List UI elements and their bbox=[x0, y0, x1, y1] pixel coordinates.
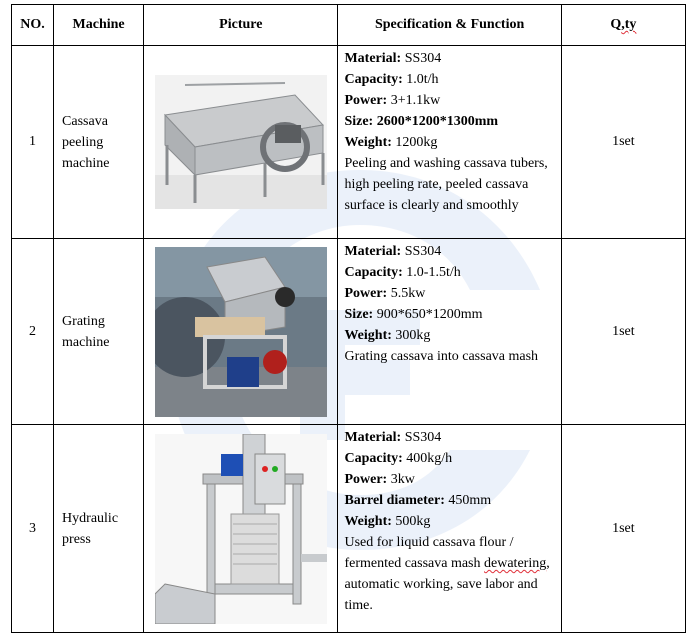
machine-name: Grating machine bbox=[54, 239, 144, 425]
machine-picture bbox=[144, 239, 338, 425]
machine-spec-table bbox=[11, 4, 686, 633]
machine-description: Grating cassava into cassava mash bbox=[344, 349, 539, 364]
header-machine: Machine bbox=[54, 5, 144, 46]
header-picture: Picture bbox=[144, 5, 338, 46]
row-number: 2 bbox=[12, 239, 54, 425]
row-number: 1 bbox=[12, 46, 54, 239]
header-row bbox=[12, 5, 686, 46]
cassava-peeling-machine-photo-icon bbox=[155, 75, 327, 209]
quantity: 1set bbox=[561, 239, 685, 425]
quantity: 1set bbox=[561, 46, 685, 239]
specification-cell: Material: SS304 Capacity: 1.0-1.5t/h Power: 5.5kw Size: 900*650*1200mm Weight: 300kg Grating cassava into cassava mash bbox=[338, 239, 561, 425]
hydraulic-press-photo-icon bbox=[155, 434, 327, 624]
machine-name: Hydraulic press bbox=[54, 425, 144, 633]
header-spec: Specification & Function bbox=[338, 5, 561, 46]
machine-picture bbox=[144, 46, 338, 239]
table-row bbox=[12, 239, 686, 425]
header-qty: Q,ty bbox=[561, 5, 685, 46]
specification-cell: Material: SS304 Capacity: 1.0t/h Power: 3+1.1kw Size: 2600*1200*1300mm Weight: 1200kg Peeling and washing cassava tubers, high peeling rate, peeled cassava surface is clearly and smoothly bbox=[338, 46, 561, 239]
machine-name: Cassava peeling machine bbox=[54, 46, 144, 239]
specification-cell: Material: SS304 Capacity: 400kg/h Power: 3kw Barrel diameter: 450mm Weight: 500kg Used for liquid cassava flour / fermented cassava mash dewatering, automatic working, save labor and time. bbox=[338, 425, 561, 633]
quantity: 1set bbox=[561, 425, 685, 633]
machine-description: Used for liquid cassava flour / fermented cassava mash dewatering, automatic working, save labor and time. bbox=[344, 535, 550, 613]
machine-description: Peeling and washing cassava tubers, high peeling rate, peeled cassava surface is clearly and smoothly bbox=[344, 156, 548, 213]
grating-machine-photo-icon bbox=[155, 247, 327, 417]
table-row bbox=[12, 46, 686, 239]
row-number: 3 bbox=[12, 425, 54, 633]
table-row bbox=[12, 425, 686, 633]
machine-picture bbox=[144, 425, 338, 633]
header-no: NO. bbox=[12, 5, 54, 46]
